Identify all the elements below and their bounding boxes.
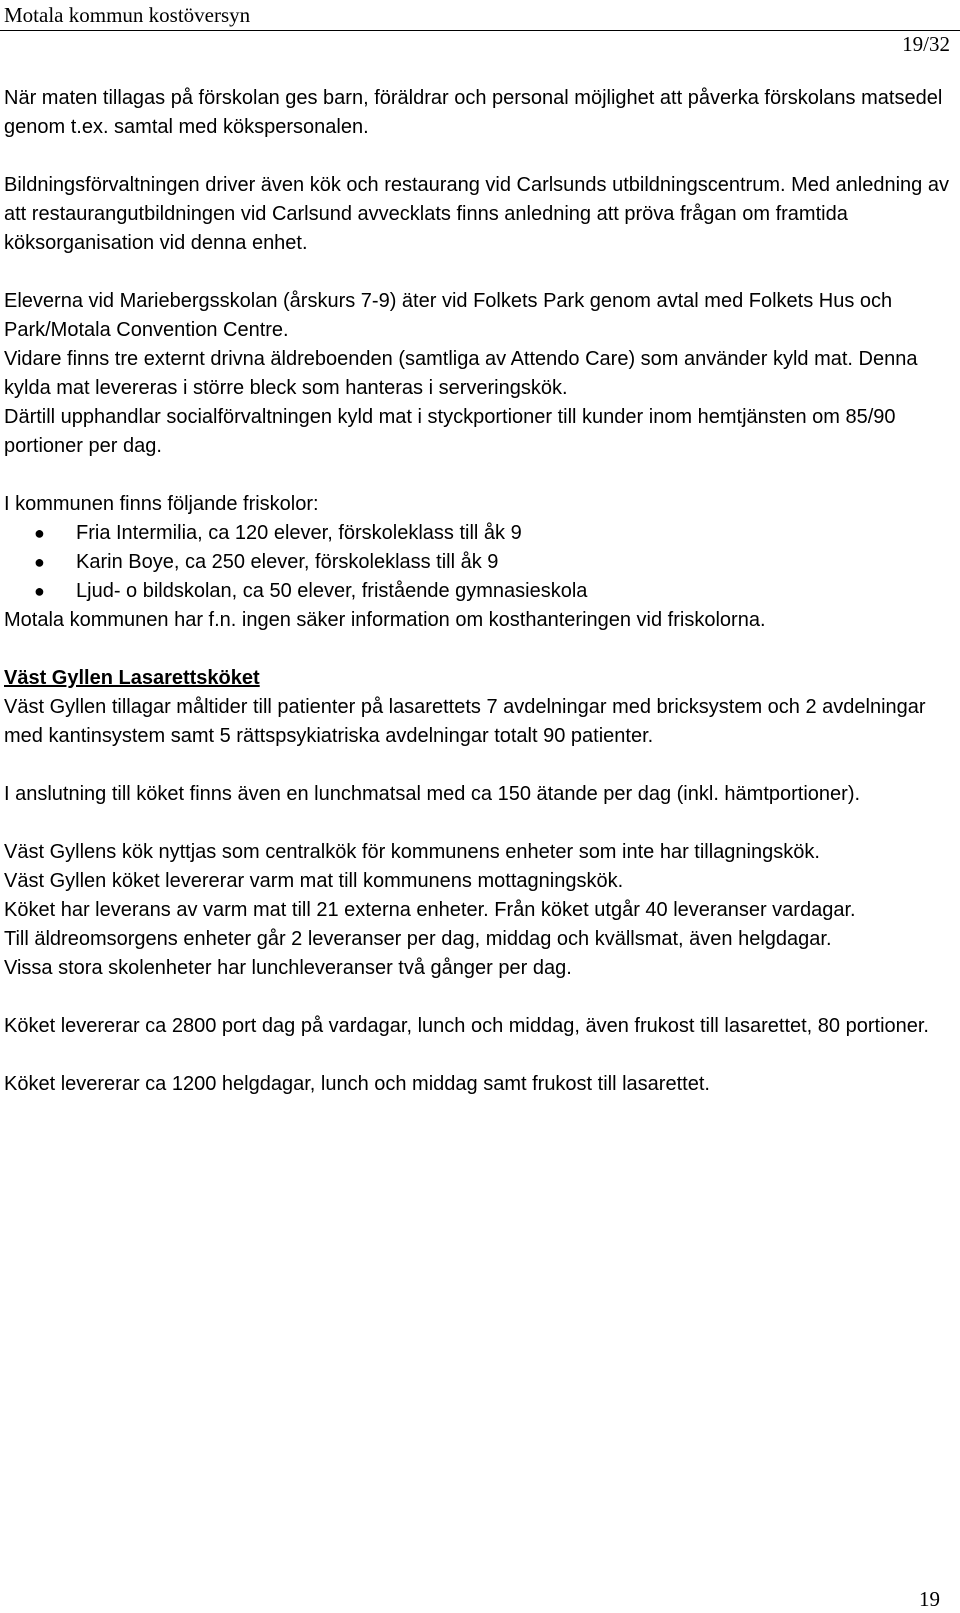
header-page-indicator: 19/32 [902,32,950,56]
paragraph-helgdagar: Köket levererar ca 1200 helgdagar, lunch och middag samt frukost till lasarettet. [4,1073,710,1095]
paragraph-preschool-menu: När maten tillagas på förskolan ges barn, föräldrar och personal möjlighet att påverka förskolans matsedel genom t.ex. samtal med kökspersonalen. [4,87,943,138]
paragraph-carlsund: Bildningsförvaltningen driver även kök och restaurang vid Carlsunds utbildningscentrum. Med anledning av att restaurangutbildningen vid Carlsund avvecklats finns anledning att pröva frågan om framtida köksorganisation vid denna enhet. [4,174,949,254]
list-item [4,519,949,548]
footer-page-number: 19 [919,1587,940,1611]
friskolor-list [4,519,949,606]
paragraph-hemtjansten: Därtill upphandlar socialförvaltningen kyld mat i styckportioner till kunder inom hemtjänsten om 85/90 portioner per dag. [4,406,896,457]
paragraph-friskolor-info: Motala kommunen har f.n. ingen säker information om kosthanteringen vid friskolorna. [4,609,766,631]
list-item [4,577,949,606]
paragraph-vardagar: Köket levererar ca 2800 port dag på vardagar, lunch och middag, även frukost till lasarettet, 80 portioner. [4,1015,929,1037]
bullet-icon: ● [34,581,45,601]
bullet-icon: ● [34,552,45,572]
paragraph-externa-enheter: Köket har leverans av varm mat till 21 externa enheter. Från köket utgår 40 leveranser vardagar. [4,899,856,921]
paragraph-lunchmatsal: I anslutning till köket finns även en lunchmatsal med ca 150 ätande per dag (inkl. hämtportioner). [4,783,861,805]
paragraph-mariebergsskolan: Eleverna vid Mariebergsskolan (årskurs 7-9) äter vid Folkets Park genom avtal med Folkets Hus och Park/Motala Convention Centre. [4,290,893,341]
document-body [4,84,949,1099]
list-item-text: Karin Boye, ca 250 elever, förskoleklass till åk 9 [76,551,499,573]
bullet-icon: ● [34,523,45,543]
paragraph-skolenheter: Vissa stora skolenheter har lunchleveranser två gånger per dag. [4,957,572,979]
section-heading: Väst Gyllen Lasarettsköket [4,667,260,689]
paragraph-centralkok: Väst Gyllens kök nyttjas som centralkök för kommunens enheter som inte har tillagningskök. [4,841,820,863]
list-item-text: Ljud- o bildskolan, ca 50 elever, fristående gymnasieskola [76,580,588,602]
paragraph-friskolor-intro: I kommunen finns följande friskolor: [4,493,319,515]
header-title: Motala kommun kostöversyn [4,3,251,27]
paragraph-aldreboenden: Vidare finns tre externt drivna äldreboenden (samtliga av Attendo Care) som använder kyld mat. Denna kylda mat levereras i större bleck som hanteras i serveringskök. [4,348,918,399]
paragraph-mottagningskok: Väst Gyllen köket levererar varm mat till kommunens mottagningskök. [4,870,624,892]
header-divider [0,30,960,31]
paragraph-aldreomsorg: Till äldreomsorgens enheter går 2 leveranser per dag, middag och kvällsmat, även helgdagar. [4,928,832,950]
list-item [4,548,949,577]
list-item-text: Fria Intermilia, ca 120 elever, förskoleklass till åk 9 [76,522,522,544]
paragraph-patient-meals: Väst Gyllen tillagar måltider till patienter på lasarettets 7 avdelningar med bricksystem och 2 avdelningar med kantinsystem samt 5 rättspsykiatriska avdelningar totalt 90 patienter. [4,696,926,747]
